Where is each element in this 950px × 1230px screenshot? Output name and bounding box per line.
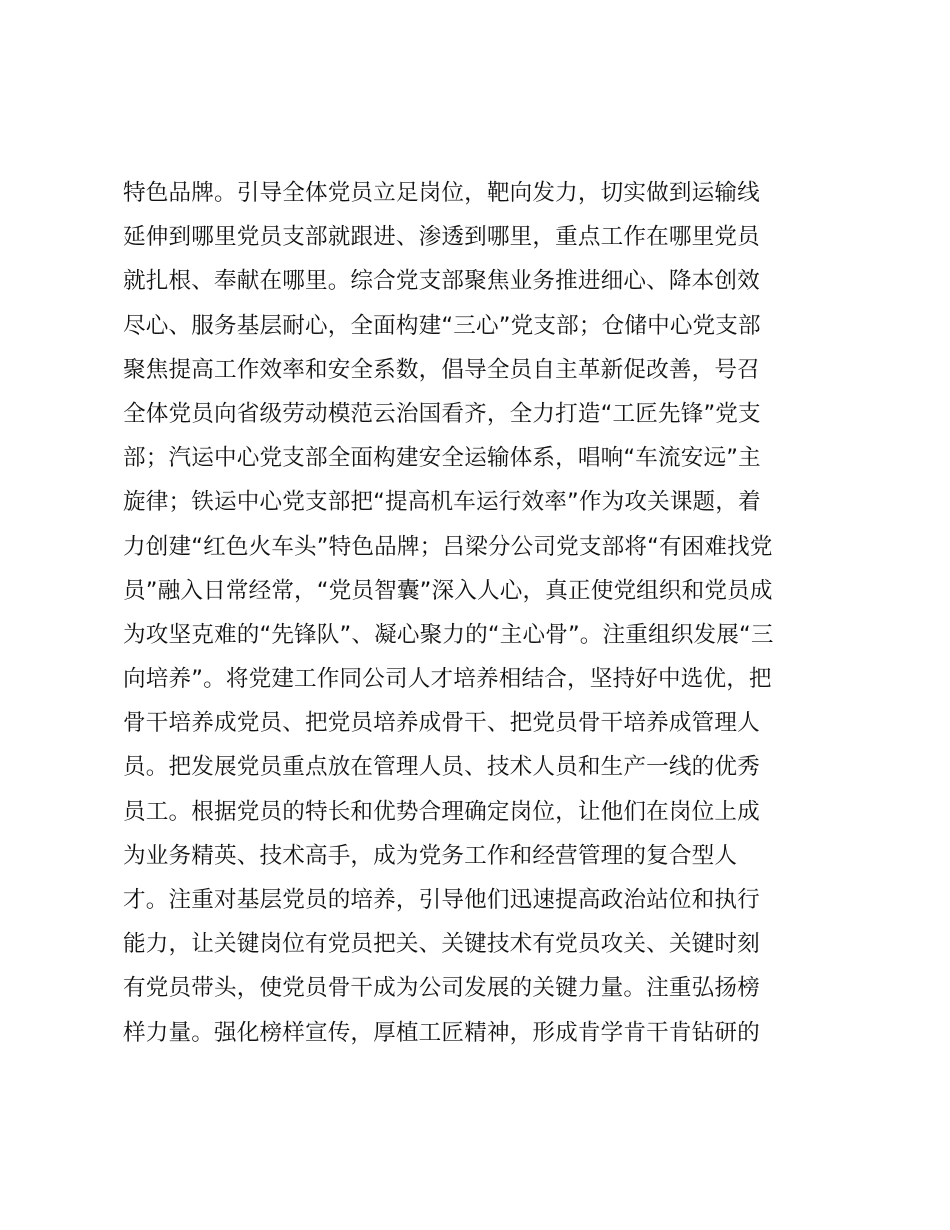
text-line: 力创建“红色火车头”特色品牌；吕梁分公司党支部将“有困难找党	[123, 533, 773, 560]
text-line: 聚焦提高工作效率和安全系数，倡导全员自主革新促改善，号召	[123, 356, 760, 383]
text-line: 向培养”。将党建工作同公司人才培养相结合，坚持好中选优，把	[123, 666, 772, 693]
text-line: 特色品牌。引导全体党员立足岗位，靶向发力，切实做到运输线	[123, 180, 760, 206]
text-line: 为业务精英、技术高手，成为党务工作和经营管理的复合型人	[123, 842, 738, 869]
text-line: 为攻坚克难的“先锋队”、凝心聚力的“主心骨”。注重组织发展“三	[123, 621, 774, 648]
text-line: 能力，让关键岗位有党员把关、关键技术有党员攻关、关键时刻	[123, 931, 760, 958]
text-line: 才。注重对基层党员的培养，引导他们迅速提高政治站位和执行	[123, 887, 760, 913]
text-line: 样力量。强化榜样宣传，厚植工匠精神，形成肯学肯干肯钻研的	[123, 1019, 760, 1046]
text-line: 员”融入日常经常，“党员智囊”深入人心，真正使党组织和党员成	[123, 577, 773, 604]
text-line: 就扎根、奉献在哪里。综合党支部聚焦业务推进细心、降本创效	[123, 268, 760, 295]
text-line: 有党员带头，使党员骨干成为公司发展的关键力量。注重弘扬榜	[123, 975, 760, 1002]
text-line: 员。把发展党员重点放在管理人员、技术人员和生产一线的优秀	[123, 754, 760, 781]
text-line: 尽心、服务基层耐心，全面构建“三心”党支部；仓储中心党支部	[123, 312, 761, 339]
text-line: 部；汽运中心党支部全面构建安全运输体系，唱响“车流安远”主	[123, 445, 761, 472]
text-line: 延伸到哪里党员支部就跟进、渗透到哪里，重点工作在哪里党员	[123, 224, 760, 251]
body-paragraph	[123, 171, 843, 1055]
text-line: 全体党员向省级劳动模范云治国看齐，全力打造“工匠先锋”党支	[123, 400, 761, 427]
text-line: 骨干培养成党员、把党员培养成骨干、把党员骨干培养成管理人	[123, 710, 760, 737]
text-line: 旋律；铁运中心党支部把“提高机车运行效率”作为攻关课题，着	[123, 489, 761, 516]
text-line: 员工。根据党员的特长和优势合理确定岗位，让他们在岗位上成	[123, 798, 760, 825]
